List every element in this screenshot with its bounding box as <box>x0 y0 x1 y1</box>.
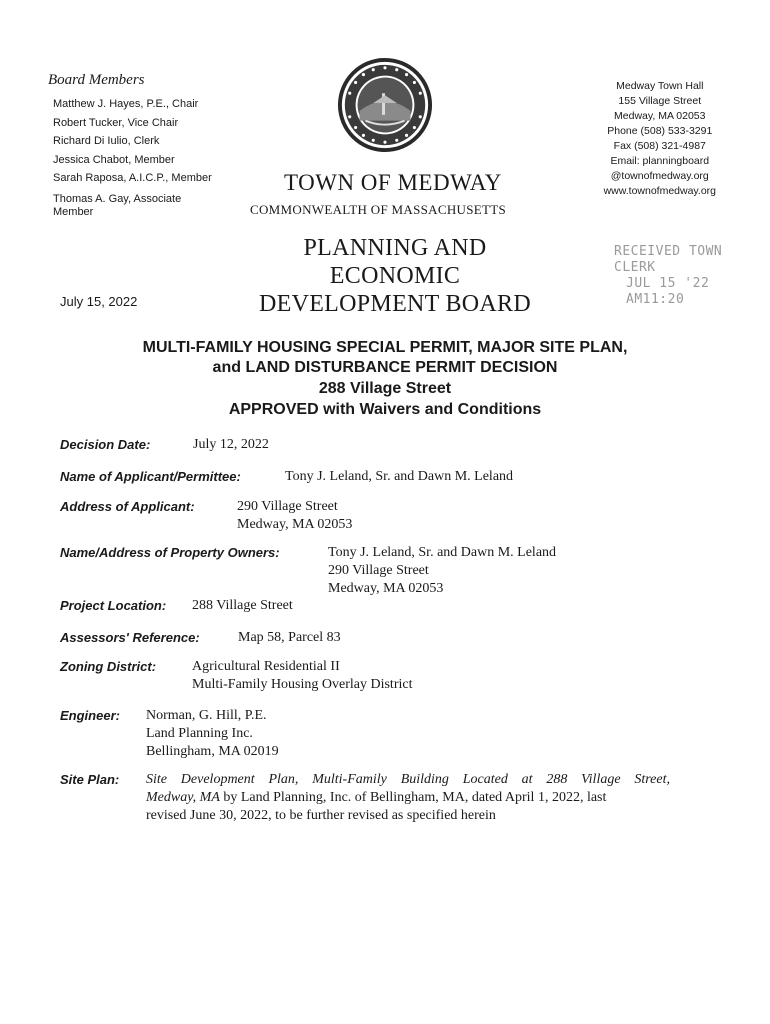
contact-line: Fax (508) 321-4987 <box>613 140 706 152</box>
document-date: July 15, 2022 <box>60 294 138 309</box>
board-name-line: PLANNING AND ECONOMIC <box>303 235 487 289</box>
board-member: Sarah Raposa, A.I.C.P., Member <box>53 172 212 184</box>
engineer-line: Bellingham, MA 02019 <box>146 744 279 759</box>
town-name: TOWN OF MEDWAY <box>284 170 502 195</box>
decision-date-label: Decision Date: <box>60 437 151 452</box>
site-plan-details: by Land Planning, Inc. of Bellingham, MA, dated April 1, 2022, last <box>219 790 607 805</box>
contact-line: www.townofmedway.org <box>603 185 716 197</box>
zoning-line: Multi-Family Housing Overlay District <box>192 677 413 692</box>
board-member: Thomas A. Gay, Associate <box>53 193 182 205</box>
contact-line: @townofmedway.org <box>610 170 709 182</box>
owners-value <box>328 544 556 598</box>
zoning-line: Agricultural Residential II <box>192 659 340 674</box>
stamp-line: JUL 15 '22 AM11:20 <box>626 276 710 307</box>
applicant-value: Tony J. Leland, Sr. and Dawn M. Leland <box>285 469 514 484</box>
project-location-label: Project Location: <box>60 598 167 613</box>
address-line: 290 Village Street <box>237 499 338 514</box>
board-member: Matthew J. Hayes, P.E., Chair <box>53 98 199 110</box>
board-member: Jessica Chabot, Member <box>53 154 175 166</box>
board-members-title: Board Members <box>48 72 145 88</box>
board-member: Member <box>53 206 94 218</box>
owners-label: Name/Address of Property Owners: <box>60 545 280 560</box>
decision-title-line: 288 Village Street <box>318 380 452 397</box>
project-location-value: 288 Village Street <box>192 598 293 613</box>
site-plan-label: Site Plan: <box>60 772 120 787</box>
engineer-label: Engineer: <box>60 708 120 723</box>
owners-line: Tony J. Leland, Sr. and Dawn M. Leland <box>328 545 557 560</box>
site-plan-line <box>146 789 670 807</box>
received-stamp <box>614 244 770 308</box>
decision-date-value: July 12, 2022 <box>193 437 269 452</box>
site-plan-town: Medway, MA <box>146 790 220 805</box>
engineer-line: Land Planning Inc. <box>146 726 253 741</box>
address-label: Address of Applicant: <box>60 499 195 514</box>
engineer-value <box>146 707 279 761</box>
contact-line: Phone (508) 533-3291 <box>607 125 713 137</box>
site-plan-line <box>146 771 670 789</box>
address-value <box>237 498 352 534</box>
address-line: Medway, MA 02053 <box>237 517 353 532</box>
decision-title-line: MULTI-FAMILY HOUSING SPECIAL PERMIT, MAJOR SITE PLAN, <box>142 339 628 356</box>
board-name-line: DEVELOPMENT BOARD <box>259 291 531 317</box>
zoning-value <box>192 658 412 694</box>
board-name <box>250 234 540 318</box>
assessor-value: Map 58, Parcel 83 <box>238 630 341 645</box>
assessor-label: Assessors' Reference: <box>60 630 200 645</box>
decision-title-line: APPROVED with Waivers and Conditions <box>228 401 542 418</box>
board-member: Robert Tucker, Vice Chair <box>53 117 179 129</box>
board-member: Richard Di Iulio, Clerk <box>53 135 160 147</box>
applicant-label: Name of Applicant/Permittee: <box>60 469 241 484</box>
commonwealth-name: COMMONWEALTH OF MASSACHUSETTS <box>250 202 506 217</box>
site-plan-title: Site Development Plan, Multi-Family Building Located at 288 Village Street, <box>146 772 670 787</box>
contact-line: 155 Village Street <box>618 95 702 107</box>
owners-line: Medway, MA 02053 <box>328 581 444 596</box>
stamp-line: RECEIVED TOWN CLERK <box>614 244 723 275</box>
contact-line: Medway Town Hall <box>616 80 704 92</box>
contact-line: Email: planningboard <box>610 155 710 167</box>
engineer-line: Norman, G. Hill, P.E. <box>146 708 267 723</box>
contact-line: Medway, MA 02053 <box>614 110 706 122</box>
owners-line: 290 Village Street <box>328 563 429 578</box>
site-plan-line: revised June 30, 2022, to be further revised as specified herein <box>146 808 496 823</box>
site-plan-value <box>146 771 670 825</box>
town-seal-icon <box>336 56 434 154</box>
zoning-label: Zoning District: <box>60 659 157 674</box>
contact-block <box>604 79 716 199</box>
decision-title-line: and LAND DISTURBANCE PERMIT DECISION <box>212 359 558 376</box>
